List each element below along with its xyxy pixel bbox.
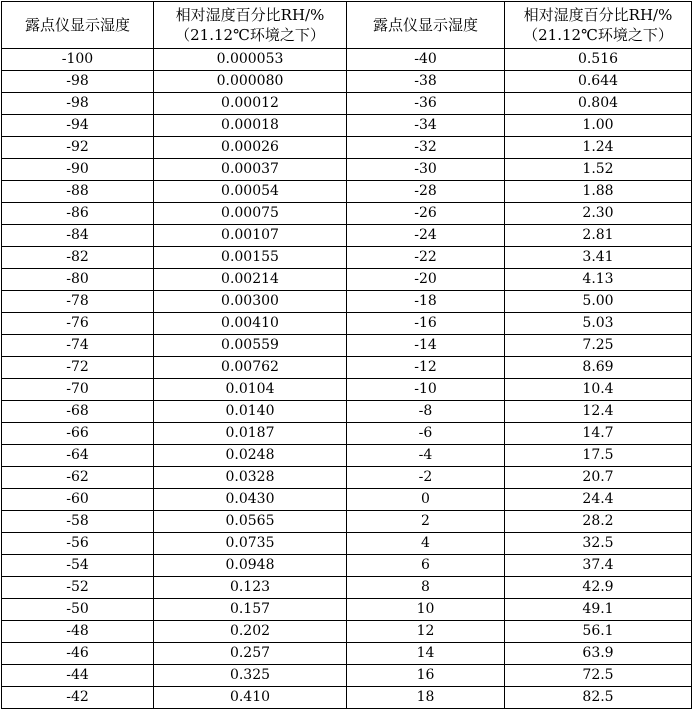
rh-cell-right: 20.7 [505, 467, 692, 489]
rh-cell-right: 3.41 [505, 247, 692, 269]
rh-cell-right: 2.81 [505, 225, 692, 247]
dewpoint-cell-right: 16 [347, 665, 505, 687]
rh-cell-left: 0.123 [154, 577, 347, 599]
dewpoint-cell-left: -56 [2, 533, 154, 555]
table-row [2, 335, 692, 357]
rh-cell-left: 0.0248 [154, 445, 347, 467]
rh-cell-left: 0.00762 [154, 357, 347, 379]
header-rh-condition-right: （21.12℃环境之下） [523, 26, 673, 44]
table-row [2, 93, 692, 115]
dewpoint-cell-right: 0 [347, 489, 505, 511]
rh-cell-left: 0.00155 [154, 247, 347, 269]
rh-cell-right: 28.2 [505, 511, 692, 533]
rh-cell-right: 56.1 [505, 621, 692, 643]
dewpoint-cell-left: -86 [2, 203, 154, 225]
table-row [2, 401, 692, 423]
table-row [2, 665, 692, 687]
dewpoint-cell-left: -78 [2, 291, 154, 313]
rh-cell-left: 0.157 [154, 599, 347, 621]
rh-cell-right: 32.5 [505, 533, 692, 555]
rh-cell-left: 0.00107 [154, 225, 347, 247]
rh-cell-right: 1.00 [505, 115, 692, 137]
dewpoint-cell-left: -74 [2, 335, 154, 357]
rh-cell-right: 14.7 [505, 423, 692, 445]
dewpoint-cell-left: -46 [2, 643, 154, 665]
dewpoint-cell-right: -14 [347, 335, 505, 357]
dewpoint-cell-right: 14 [347, 643, 505, 665]
rh-cell-right: 1.52 [505, 159, 692, 181]
header-relative-humidity-left [154, 2, 347, 49]
header-dewpoint-reading-right: 露点仪显示湿度 [347, 2, 505, 49]
rh-cell-left: 0.0430 [154, 489, 347, 511]
table-row [2, 533, 692, 555]
rh-cell-left: 0.325 [154, 665, 347, 687]
table-row [2, 621, 692, 643]
rh-cell-right: 0.516 [505, 49, 692, 71]
table-body [2, 49, 692, 709]
header-dewpoint-reading-left: 露点仪显示湿度 [2, 2, 154, 49]
rh-cell-left: 0.0948 [154, 555, 347, 577]
dewpoint-cell-right: -6 [347, 423, 505, 445]
dewpoint-cell-right: 4 [347, 533, 505, 555]
dewpoint-cell-right: -38 [347, 71, 505, 93]
table-row [2, 555, 692, 577]
rh-cell-right: 63.9 [505, 643, 692, 665]
rh-cell-right: 5.00 [505, 291, 692, 313]
dewpoint-cell-left: -84 [2, 225, 154, 247]
dewpoint-cell-left: -94 [2, 115, 154, 137]
rh-cell-right: 1.88 [505, 181, 692, 203]
rh-cell-right: 10.4 [505, 379, 692, 401]
dewpoint-cell-right: -24 [347, 225, 505, 247]
rh-cell-left: 0.00037 [154, 159, 347, 181]
rh-cell-right: 82.5 [505, 687, 692, 709]
table-row [2, 357, 692, 379]
table-row [2, 599, 692, 621]
rh-cell-left: 0.00300 [154, 291, 347, 313]
table-row [2, 577, 692, 599]
dewpoint-cell-right: 6 [347, 555, 505, 577]
rh-cell-left: 0.000053 [154, 49, 347, 71]
dewpoint-cell-right: -26 [347, 203, 505, 225]
rh-cell-left: 0.00410 [154, 313, 347, 335]
rh-cell-left: 0.00026 [154, 137, 347, 159]
rh-cell-left: 0.0328 [154, 467, 347, 489]
dewpoint-cell-left: -70 [2, 379, 154, 401]
table-row [2, 203, 692, 225]
rh-cell-right: 8.69 [505, 357, 692, 379]
table-row [2, 489, 692, 511]
rh-cell-right: 7.25 [505, 335, 692, 357]
rh-cell-left: 0.257 [154, 643, 347, 665]
rh-cell-left: 0.0187 [154, 423, 347, 445]
rh-cell-left: 0.0565 [154, 511, 347, 533]
dewpoint-cell-left: -72 [2, 357, 154, 379]
rh-cell-left: 0.000080 [154, 71, 347, 93]
rh-cell-left: 0.00559 [154, 335, 347, 357]
rh-cell-left: 0.00075 [154, 203, 347, 225]
dewpoint-cell-right: -10 [347, 379, 505, 401]
dewpoint-cell-right: -40 [347, 49, 505, 71]
rh-cell-right: 72.5 [505, 665, 692, 687]
header-rh-title-right: 相对湿度百分比RH/% [523, 6, 673, 24]
table-row [2, 467, 692, 489]
table-row [2, 225, 692, 247]
dewpoint-cell-left: -68 [2, 401, 154, 423]
rh-cell-left: 0.0104 [154, 379, 347, 401]
dewpoint-cell-right: -2 [347, 467, 505, 489]
rh-cell-left: 0.410 [154, 687, 347, 709]
rh-cell-right: 4.13 [505, 269, 692, 291]
dewpoint-cell-right: -28 [347, 181, 505, 203]
dewpoint-cell-right: -22 [347, 247, 505, 269]
header-rh-condition-left: （21.12℃环境之下） [175, 26, 325, 44]
table-row [2, 379, 692, 401]
rh-cell-right: 37.4 [505, 555, 692, 577]
dewpoint-cell-left: -98 [2, 71, 154, 93]
dewpoint-cell-left: -50 [2, 599, 154, 621]
header-relative-humidity-right [505, 2, 692, 49]
table-row [2, 159, 692, 181]
dewpoint-cell-left: -54 [2, 555, 154, 577]
rh-cell-left: 0.00054 [154, 181, 347, 203]
rh-cell-right: 17.5 [505, 445, 692, 467]
dewpoint-cell-left: -88 [2, 181, 154, 203]
rh-cell-right: 5.03 [505, 313, 692, 335]
rh-cell-right: 42.9 [505, 577, 692, 599]
rh-cell-left: 0.0735 [154, 533, 347, 555]
table-row [2, 687, 692, 709]
table-header-row [2, 2, 692, 49]
dewpoint-cell-left: -76 [2, 313, 154, 335]
dewpoint-cell-left: -42 [2, 687, 154, 709]
dewpoint-cell-right: -30 [347, 159, 505, 181]
table-row [2, 71, 692, 93]
rh-cell-right: 49.1 [505, 599, 692, 621]
rh-cell-right: 0.644 [505, 71, 692, 93]
rh-cell-right: 24.4 [505, 489, 692, 511]
table-row [2, 247, 692, 269]
dewpoint-cell-left: -80 [2, 269, 154, 291]
dewpoint-cell-right: 10 [347, 599, 505, 621]
dewpoint-cell-left: -52 [2, 577, 154, 599]
rh-cell-right: 2.30 [505, 203, 692, 225]
dewpoint-cell-left: -90 [2, 159, 154, 181]
rh-cell-left: 0.202 [154, 621, 347, 643]
table-row [2, 115, 692, 137]
dewpoint-cell-left: -44 [2, 665, 154, 687]
table-row [2, 181, 692, 203]
dewpoint-cell-right: 2 [347, 511, 505, 533]
dewpoint-cell-left: -82 [2, 247, 154, 269]
dewpoint-cell-right: -20 [347, 269, 505, 291]
table-row [2, 445, 692, 467]
table-row [2, 643, 692, 665]
dewpoint-cell-left: -100 [2, 49, 154, 71]
dewpoint-cell-right: -16 [347, 313, 505, 335]
dewpoint-cell-right: -4 [347, 445, 505, 467]
dewpoint-cell-left: -92 [2, 137, 154, 159]
rh-cell-right: 12.4 [505, 401, 692, 423]
dewpoint-cell-left: -60 [2, 489, 154, 511]
table-row [2, 423, 692, 445]
dewpoint-cell-right: 8 [347, 577, 505, 599]
dewpoint-cell-right: 18 [347, 687, 505, 709]
table-row [2, 49, 692, 71]
dewpoint-cell-right: 12 [347, 621, 505, 643]
dewpoint-cell-right: -32 [347, 137, 505, 159]
dewpoint-cell-left: -58 [2, 511, 154, 533]
rh-cell-right: 1.24 [505, 137, 692, 159]
dewpoint-humidity-table [1, 1, 692, 709]
rh-cell-left: 0.00214 [154, 269, 347, 291]
dewpoint-cell-right: -12 [347, 357, 505, 379]
dewpoint-cell-right: -36 [347, 93, 505, 115]
dewpoint-cell-right: -34 [347, 115, 505, 137]
rh-cell-left: 0.00012 [154, 93, 347, 115]
dewpoint-cell-left: -48 [2, 621, 154, 643]
header-rh-title-left: 相对湿度百分比RH/% [175, 6, 325, 24]
table-row [2, 291, 692, 313]
rh-cell-left: 0.00018 [154, 115, 347, 137]
table-row [2, 313, 692, 335]
dewpoint-cell-right: -8 [347, 401, 505, 423]
dewpoint-cell-left: -64 [2, 445, 154, 467]
dewpoint-cell-left: -66 [2, 423, 154, 445]
table-row [2, 137, 692, 159]
dewpoint-cell-left: -62 [2, 467, 154, 489]
dewpoint-cell-right: -18 [347, 291, 505, 313]
table-row [2, 269, 692, 291]
dewpoint-cell-left: -98 [2, 93, 154, 115]
rh-cell-right: 0.804 [505, 93, 692, 115]
table-row [2, 511, 692, 533]
rh-cell-left: 0.0140 [154, 401, 347, 423]
